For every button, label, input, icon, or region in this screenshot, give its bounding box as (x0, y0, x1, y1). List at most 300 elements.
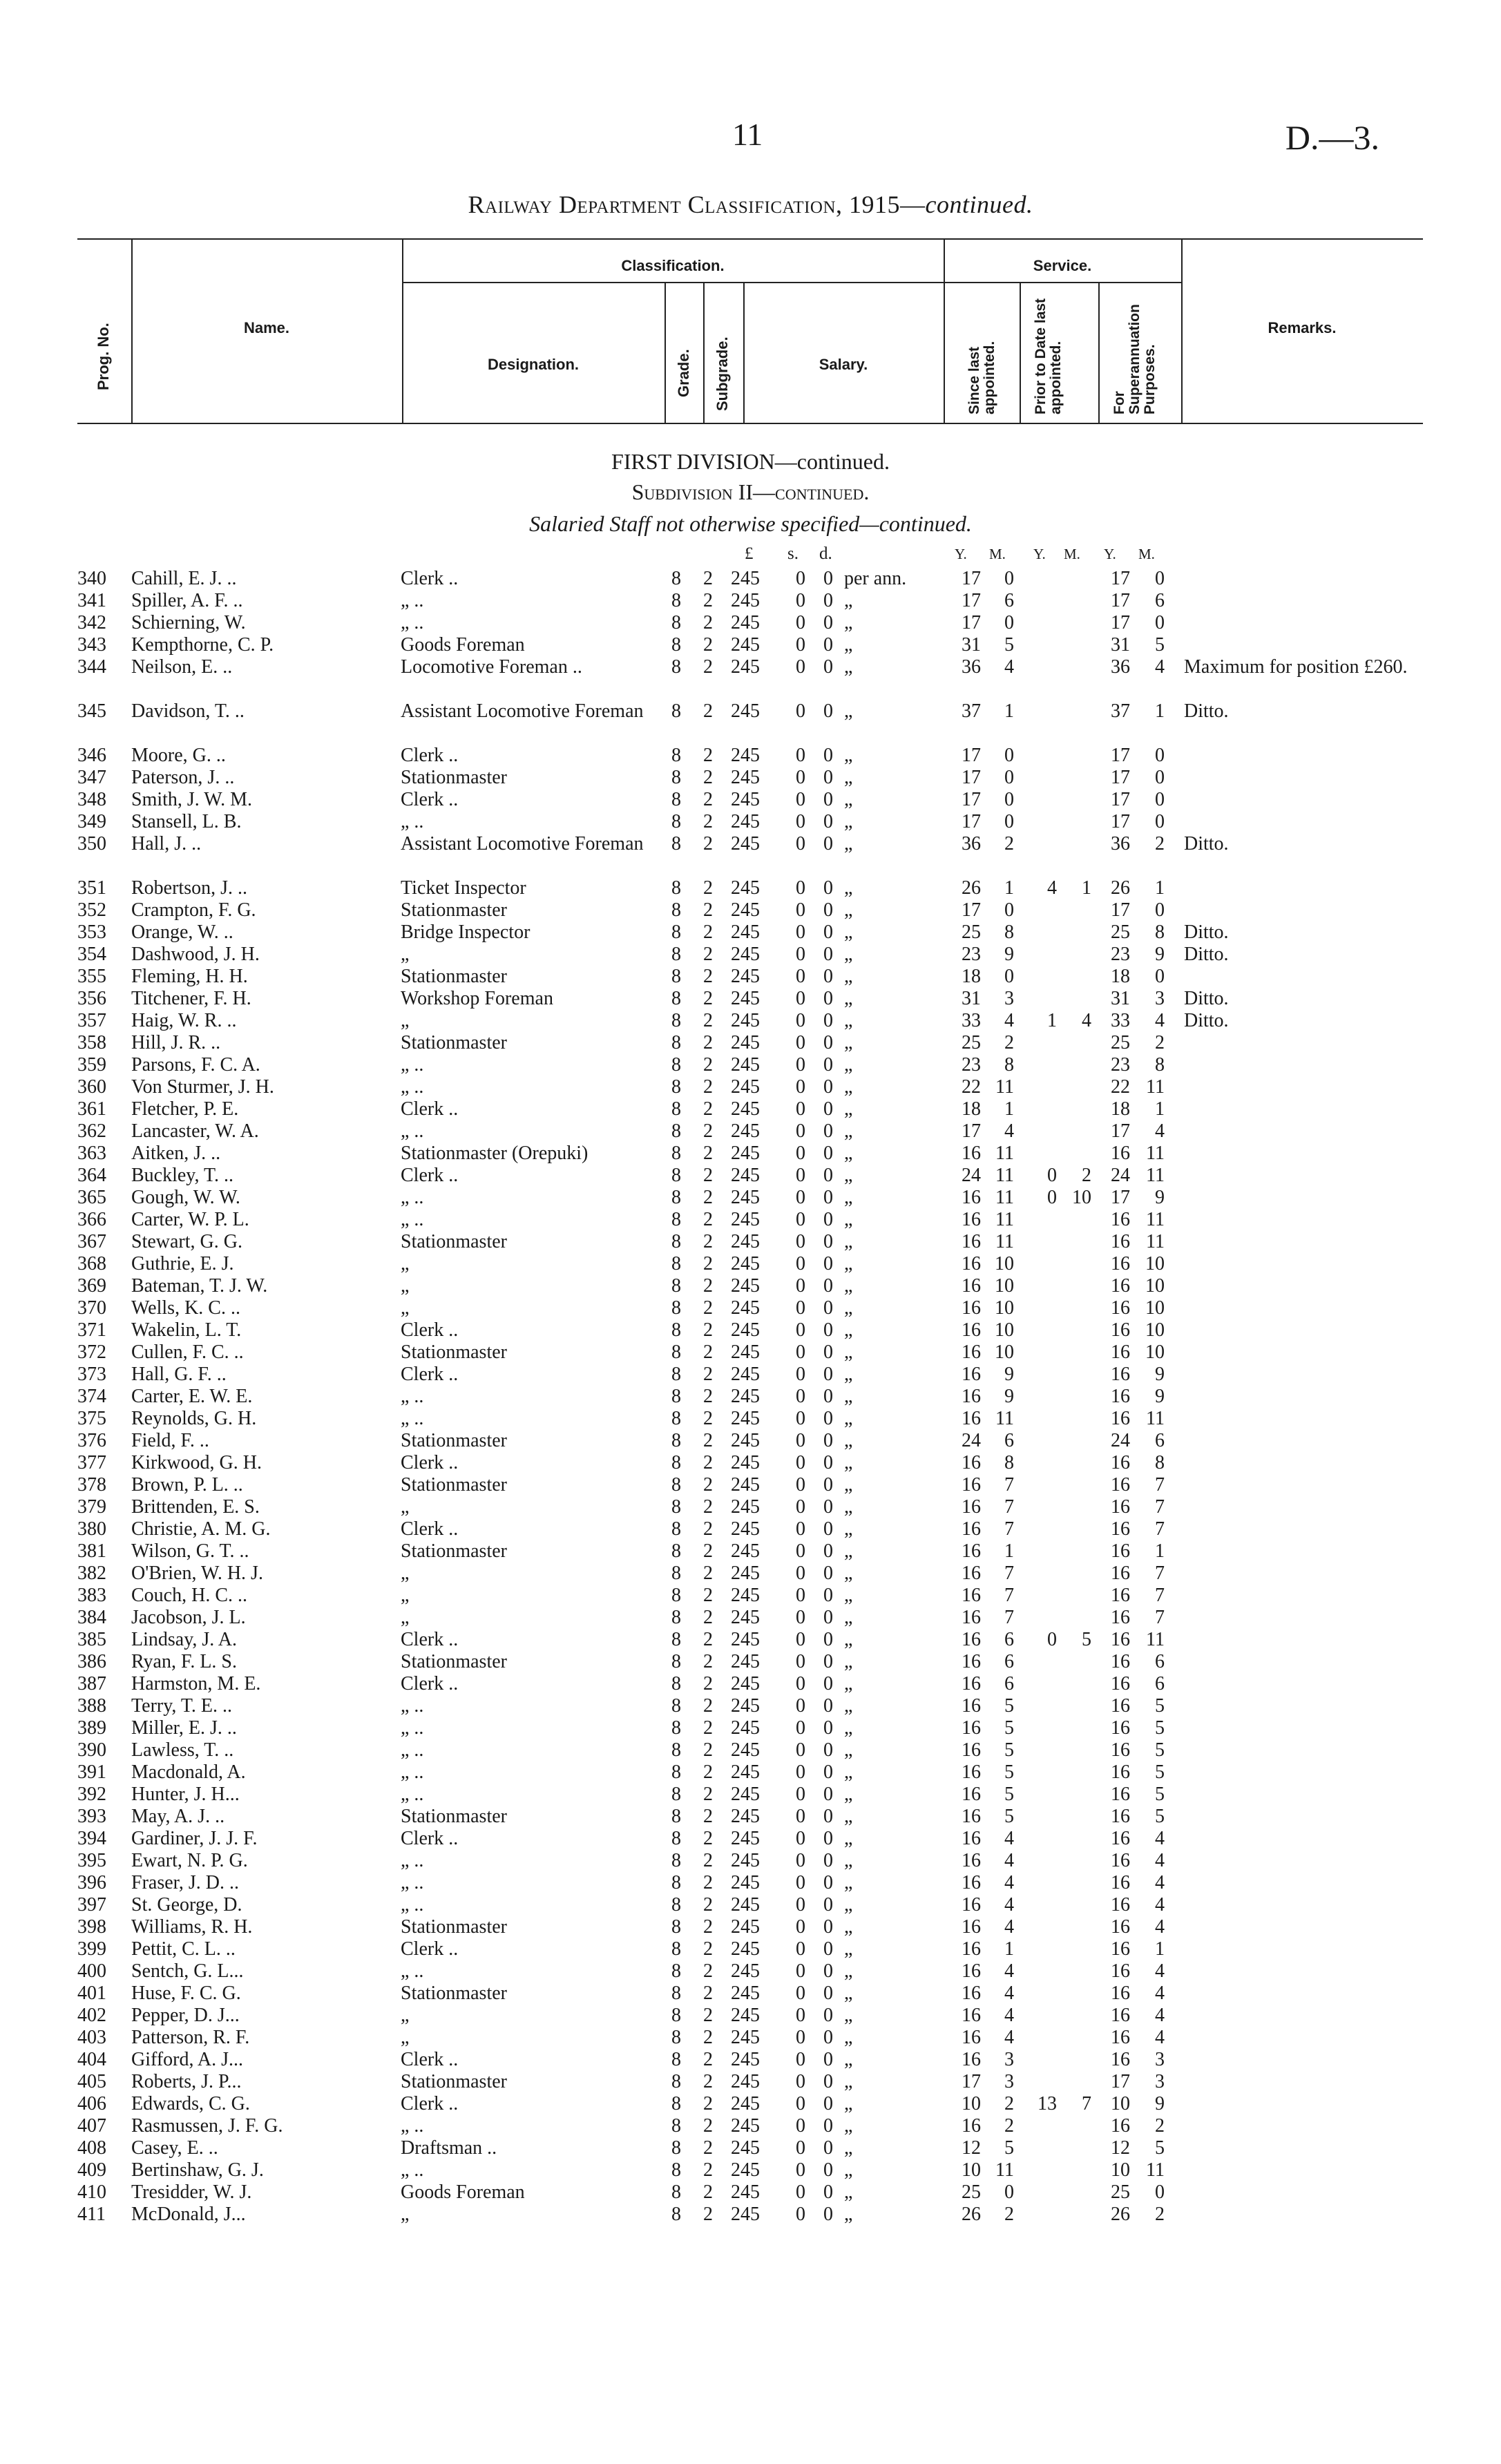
grade: 8 (671, 700, 681, 722)
salary-pence: 0 (823, 1540, 833, 1562)
since-months: 10 (995, 1253, 1014, 1274)
since-months: 3 (1004, 2071, 1014, 2092)
table-row (0, 1806, 1501, 1828)
grade: 8 (671, 966, 681, 987)
salary-period: „ (844, 2005, 853, 2026)
table-row (0, 921, 1501, 944)
since-years: 16 (962, 2115, 981, 2137)
salary-period: „ (844, 2093, 853, 2114)
employee-name: Stansell, L. B. (131, 811, 242, 832)
super-years: 16 (1111, 1673, 1130, 1694)
table-row (0, 1452, 1501, 1474)
since-months: 4 (1004, 1010, 1014, 1031)
salary-pence: 0 (823, 899, 833, 921)
super-months: 10 (1145, 1297, 1165, 1319)
super-months: 11 (1146, 1629, 1165, 1650)
salary-pence: 0 (823, 1187, 833, 1208)
since-months: 2 (1004, 1032, 1014, 1053)
employee-name: O'Brien, W. H. J. (131, 1563, 263, 1584)
designation: Stationmaster (401, 2071, 507, 2092)
since-months: 7 (1004, 1474, 1014, 1496)
designation: Stationmaster (401, 1916, 507, 1938)
salary-period: „ (844, 1452, 853, 1473)
designation: „ .. (401, 811, 424, 832)
designation: „ (401, 1607, 410, 1628)
table-row (0, 1054, 1501, 1076)
designation: Clerk .. (401, 1518, 459, 1540)
super-years: 16 (1111, 1231, 1130, 1252)
subgrade: 2 (703, 1010, 713, 1031)
salary-pence: 0 (823, 1695, 833, 1717)
super-years: 16 (1111, 1629, 1130, 1650)
salary-period: „ (844, 1209, 853, 1230)
grade: 8 (671, 1010, 681, 1031)
super-years: 26 (1111, 2204, 1130, 2225)
subgrade: 2 (703, 811, 713, 832)
salary-pounds: 245 (731, 1563, 760, 1584)
salary-shillings: 0 (796, 1209, 805, 1230)
salary-period: „ (844, 1806, 853, 1827)
super-months: 4 (1155, 1120, 1165, 1142)
employee-name: Fleming, H. H. (131, 966, 248, 987)
salary-pounds: 245 (731, 2137, 760, 2159)
salary-period: „ (844, 1408, 853, 1429)
prior-years: 0 (1047, 1187, 1057, 1208)
employee-name: Spiller, A. F. .. (131, 590, 243, 611)
designation: „ .. (401, 2159, 424, 2181)
table-row (0, 1872, 1501, 1894)
super-years: 17 (1111, 1187, 1130, 1208)
subgrade: 2 (703, 2005, 713, 2026)
prog-no: 402 (77, 2005, 106, 2026)
grade: 8 (671, 1629, 681, 1650)
salary-period: „ (844, 944, 853, 965)
salary-period: „ (844, 2071, 853, 2092)
salary-pence: 0 (823, 1364, 833, 1385)
super-months: 11 (1146, 1076, 1165, 1098)
salary-pounds: 245 (731, 1120, 760, 1142)
since-years: 16 (962, 1717, 981, 1739)
since-months: 10 (995, 1319, 1014, 1341)
grade: 8 (671, 1474, 681, 1496)
salary-pence: 0 (823, 1518, 833, 1540)
grade: 8 (671, 1938, 681, 1960)
since-years: 16 (962, 1739, 981, 1761)
super-years: 16 (1111, 1408, 1130, 1429)
salary-shillings: 0 (796, 966, 805, 987)
prior-years: 4 (1047, 877, 1057, 899)
employee-name: Brown, P. L. .. (131, 1474, 243, 1496)
subgrade: 2 (703, 1518, 713, 1540)
salary-pounds: 245 (731, 2181, 760, 2203)
grade: 8 (671, 1275, 681, 1297)
grade: 8 (671, 656, 681, 678)
super-years: 17 (1111, 899, 1130, 921)
salary-pence: 0 (823, 1275, 833, 1297)
prog-no: 355 (77, 966, 106, 987)
super-months: 2 (1155, 2115, 1165, 2137)
table-row (0, 988, 1501, 1010)
employee-name: Bertinshaw, G. J. (131, 2159, 264, 2181)
super-months: 11 (1146, 1143, 1165, 1164)
salary-pounds: 245 (731, 1960, 760, 1982)
prior-years: 0 (1047, 1165, 1057, 1186)
subgrade: 2 (703, 1784, 713, 1805)
employee-name: Titchener, F. H. (131, 988, 251, 1009)
salary-shillings: 0 (796, 1054, 805, 1076)
salary-pence: 0 (823, 1960, 833, 1982)
salary-pence: 0 (823, 2005, 833, 2026)
employee-name: Cahill, E. J. .. (131, 568, 237, 589)
super-months: 10 (1145, 1341, 1165, 1363)
salary-period: „ (844, 1032, 853, 1053)
designation: „ .. (401, 1872, 424, 1893)
since-years: 12 (962, 2137, 981, 2159)
salary-period: „ (844, 1784, 853, 1805)
document-reference: D.—3. (1285, 118, 1379, 157)
prog-no: 389 (77, 1717, 106, 1739)
super-months: 3 (1155, 2049, 1165, 2070)
prog-no: 378 (77, 1474, 106, 1496)
salary-pounds: 245 (731, 966, 760, 987)
since-months: 11 (995, 2159, 1014, 2181)
designation: „ .. (401, 1850, 424, 1871)
table-row (0, 1938, 1501, 1960)
salary-pounds: 245 (731, 899, 760, 921)
grade: 8 (671, 1784, 681, 1805)
since-months: 5 (1004, 1739, 1014, 1761)
since-months: 5 (1004, 1806, 1014, 1827)
super-months: 0 (1155, 568, 1165, 589)
designation: „ .. (401, 590, 424, 611)
remarks: Ditto. (1184, 988, 1229, 1009)
grade: 8 (671, 1143, 681, 1164)
salary-shillings: 0 (796, 656, 805, 678)
name-header: Name. (243, 319, 290, 336)
table-row (0, 2137, 1501, 2159)
since-months: 2 (1004, 833, 1014, 854)
employee-name: Moore, G. .. (131, 745, 226, 766)
prog-no: 390 (77, 1739, 106, 1761)
salary-period: „ (844, 1739, 853, 1761)
employee-name: Reynolds, G. H. (131, 1408, 257, 1429)
salary-period: „ (844, 612, 853, 633)
designation: Stationmaster (401, 966, 507, 987)
designation: „ .. (401, 1695, 424, 1717)
subgrade: 2 (703, 2071, 713, 2092)
super-months: 1 (1155, 877, 1165, 899)
grade: 8 (671, 1540, 681, 1562)
salary-pounds: 245 (731, 2204, 760, 2225)
grade: 8 (671, 2159, 681, 2181)
since-years: 16 (962, 1629, 981, 1650)
designation: „ .. (401, 1054, 424, 1076)
grade: 8 (671, 1386, 681, 1407)
prior-months: 1 (1082, 877, 1091, 899)
grade: 8 (671, 1563, 681, 1584)
since-months: 11 (995, 1408, 1014, 1429)
super-months: 4 (1155, 656, 1165, 678)
employee-name: Pettit, C. L. .. (131, 1938, 236, 1960)
prog-no: 397 (77, 1894, 106, 1916)
salary-pence: 0 (823, 2115, 833, 2137)
salary-pence: 0 (823, 1253, 833, 1274)
grade: 8 (671, 1585, 681, 1606)
since-months: 11 (995, 1076, 1014, 1098)
designation: Stationmaster (401, 1341, 507, 1363)
super-years: 12 (1111, 2137, 1130, 2159)
unit-months-since: M. (989, 546, 1006, 562)
since-months: 4 (1004, 1872, 1014, 1893)
salary-pence: 0 (823, 745, 833, 766)
salary-period: „ (844, 1098, 853, 1120)
table-row (0, 1850, 1501, 1872)
super-months: 11 (1146, 1209, 1165, 1230)
employee-name: Neilson, E. .. (131, 656, 233, 678)
salary-period: „ (844, 1607, 853, 1628)
subdivision-heading-text: Subdivision II—continued. (631, 479, 870, 504)
salary-period: „ (844, 1341, 853, 1363)
subgrade: 2 (703, 2027, 713, 2048)
prog-no: 393 (77, 1806, 106, 1827)
table-row (0, 1983, 1501, 2005)
super-months: 0 (1155, 789, 1165, 810)
prog-no: 396 (77, 1872, 106, 1893)
salary-period: „ (844, 1430, 853, 1451)
prog-no: 409 (77, 2159, 106, 2181)
super-months: 0 (1155, 2181, 1165, 2203)
designation: Clerk .. (401, 1828, 459, 1849)
subgrade: 2 (703, 1673, 713, 1694)
super-months: 11 (1146, 1408, 1165, 1429)
salary-shillings: 0 (796, 899, 805, 921)
super-years: 16 (1111, 1916, 1130, 1938)
since-months: 6 (1004, 1430, 1014, 1451)
super-months: 3 (1155, 2071, 1165, 2092)
salary-shillings: 0 (796, 1695, 805, 1717)
table-row (0, 656, 1501, 678)
since-months: 0 (1004, 2181, 1014, 2203)
prog-no: 371 (77, 1319, 106, 1341)
designation: „ .. (401, 1761, 424, 1783)
salary-pence: 0 (823, 1474, 833, 1496)
subgrade: 2 (703, 789, 713, 810)
table-row (0, 2093, 1501, 2115)
salary-pounds: 245 (731, 1297, 760, 1319)
prog-no: 363 (77, 1143, 106, 1164)
salary-pounds: 245 (731, 1784, 760, 1805)
grade: 8 (671, 2005, 681, 2026)
salary-period: „ (844, 1894, 853, 1916)
since-years: 18 (962, 966, 981, 987)
salary-shillings: 0 (796, 745, 805, 766)
prog-no: 349 (77, 811, 106, 832)
super-months: 7 (1155, 1474, 1165, 1496)
super-months: 5 (1155, 634, 1165, 656)
salary-pence: 0 (823, 1717, 833, 1739)
designation: „ (401, 1563, 410, 1584)
salary-pounds: 245 (731, 1717, 760, 1739)
grade: 8 (671, 1319, 681, 1341)
salary-period: „ (844, 966, 853, 987)
salary-shillings: 0 (796, 1341, 805, 1363)
since-months: 11 (995, 1187, 1014, 1208)
salary-pence: 0 (823, 877, 833, 899)
prog-no: 399 (77, 1938, 106, 1960)
super-months: 2 (1155, 1032, 1165, 1053)
salary-period: „ (844, 2027, 853, 2048)
table-row (0, 1474, 1501, 1496)
salary-pence: 0 (823, 1585, 833, 1606)
employee-name: Edwards, C. G. (131, 2093, 250, 2114)
salary-shillings: 0 (796, 1297, 805, 1319)
salary-shillings: 0 (796, 1806, 805, 1827)
designation: Clerk .. (401, 568, 459, 589)
unit-years-since: Y. (955, 546, 967, 562)
salary-pounds: 245 (731, 1098, 760, 1120)
since-years: 16 (962, 1563, 981, 1584)
since-months: 7 (1004, 1607, 1014, 1628)
salary-shillings: 0 (796, 1983, 805, 2004)
super-years: 18 (1111, 966, 1130, 987)
salary-pounds: 245 (731, 612, 760, 633)
since-years: 16 (962, 1585, 981, 1606)
grade: 8 (671, 2093, 681, 2114)
designation: „ (401, 1275, 410, 1297)
table-row (0, 1120, 1501, 1143)
designation: Stationmaster (401, 1032, 507, 1053)
salary-pounds: 245 (731, 1806, 760, 1827)
employee-name: St. George, D. (131, 1894, 242, 1916)
designation-header: Designation. (487, 356, 579, 373)
employee-name: Hill, J. R. .. (131, 1032, 221, 1053)
salary-period: „ (844, 1585, 853, 1606)
salary-shillings: 0 (796, 1761, 805, 1783)
since-months: 10 (995, 1275, 1014, 1297)
remarks-header: Remarks. (1268, 319, 1337, 336)
super-years: 16 (1111, 1297, 1130, 1319)
super-years: 16 (1111, 1540, 1130, 1562)
salary-shillings: 0 (796, 2159, 805, 2181)
super-years: 31 (1111, 634, 1130, 656)
employee-name: Fraser, J. D. .. (131, 1872, 239, 1893)
super-years: 16 (1111, 1275, 1130, 1297)
grade: 8 (671, 1187, 681, 1208)
since-years: 17 (962, 612, 981, 633)
salary-shillings: 0 (796, 1452, 805, 1473)
salary-period: „ (844, 2115, 853, 2137)
since-years: 10 (962, 2093, 981, 2114)
since-years: 17 (962, 789, 981, 810)
since-years: 18 (962, 1098, 981, 1120)
since-months: 2 (1004, 2115, 1014, 2137)
since-years: 16 (962, 1452, 981, 1473)
salary-pounds: 245 (731, 1253, 760, 1274)
salary-pence: 0 (823, 590, 833, 611)
prior-months: 10 (1072, 1187, 1091, 1208)
salary-pence: 0 (823, 944, 833, 965)
salary-period: „ (844, 1717, 853, 1739)
salary-pounds: 245 (731, 944, 760, 965)
subgrade: 2 (703, 1563, 713, 1584)
salary-period: „ (844, 1872, 853, 1893)
since-months: 0 (1004, 568, 1014, 589)
grade: 8 (671, 1253, 681, 1274)
table-row (0, 1739, 1501, 1761)
super-months: 6 (1155, 1651, 1165, 1672)
since-months: 4 (1004, 1850, 1014, 1871)
since-years: 16 (962, 1474, 981, 1496)
prog-no: 388 (77, 1695, 106, 1717)
designation: „ (401, 1253, 410, 1274)
remarks: Maximum for position £260. (1184, 656, 1408, 678)
table-row (0, 1761, 1501, 1784)
prog-no: 398 (77, 1916, 106, 1938)
subgrade: 2 (703, 767, 713, 788)
super-years: 17 (1111, 767, 1130, 788)
subgrade: 2 (703, 1983, 713, 2004)
salary-pence: 0 (823, 1828, 833, 1849)
prog-no: 401 (77, 1983, 106, 2004)
salary-period: „ (844, 1297, 853, 1319)
remarks: Ditto. (1184, 944, 1229, 965)
designation: Stationmaster (Orepuki) (401, 1143, 589, 1164)
grade: 8 (671, 1872, 681, 1893)
super-years: 16 (1111, 1319, 1130, 1341)
salary-shillings: 0 (796, 1231, 805, 1252)
subgrade: 2 (703, 1872, 713, 1893)
salary-pence: 0 (823, 1143, 833, 1164)
table-row (0, 1563, 1501, 1585)
prog-no: 357 (77, 1010, 106, 1031)
since-years: 17 (962, 2071, 981, 2092)
table-row (0, 1319, 1501, 1341)
since-months: 6 (1004, 590, 1014, 611)
super-months: 9 (1155, 1187, 1165, 1208)
grade: 8 (671, 1430, 681, 1451)
super-years: 16 (1111, 1496, 1130, 1518)
since-months: 1 (1004, 1938, 1014, 1960)
super-months: 10 (1145, 1319, 1165, 1341)
designation: „ .. (401, 612, 424, 633)
super-years: 10 (1111, 2159, 1130, 2181)
salary-shillings: 0 (796, 1673, 805, 1694)
salary-period: „ (844, 2204, 853, 2225)
super-years: 16 (1111, 1695, 1130, 1717)
salary-period: „ (844, 1983, 853, 2004)
salary-shillings: 0 (796, 1076, 805, 1098)
grade: 8 (671, 2071, 681, 2092)
salary-pence: 0 (823, 1563, 833, 1584)
salary-period: „ (844, 1761, 853, 1783)
salary-period: „ (844, 1474, 853, 1496)
employee-name: Bateman, T. J. W. (131, 1275, 268, 1297)
grade: 8 (671, 1076, 681, 1098)
super-years: 17 (1111, 590, 1130, 611)
salary-period: „ (844, 1828, 853, 1849)
salary-shillings: 0 (796, 1651, 805, 1672)
table-row (0, 1231, 1501, 1253)
super-months: 0 (1155, 745, 1165, 766)
subgrade: 2 (703, 1828, 713, 1849)
designation: „ .. (401, 1120, 424, 1142)
salary-pence: 0 (823, 1341, 833, 1363)
table-row (0, 745, 1501, 767)
super-years: 16 (1111, 2115, 1130, 2137)
salary-pounds: 245 (731, 1143, 760, 1164)
table-row (0, 1209, 1501, 1231)
staff-heading-text: Salaried Staff not otherwise specified—continued. (529, 511, 972, 536)
